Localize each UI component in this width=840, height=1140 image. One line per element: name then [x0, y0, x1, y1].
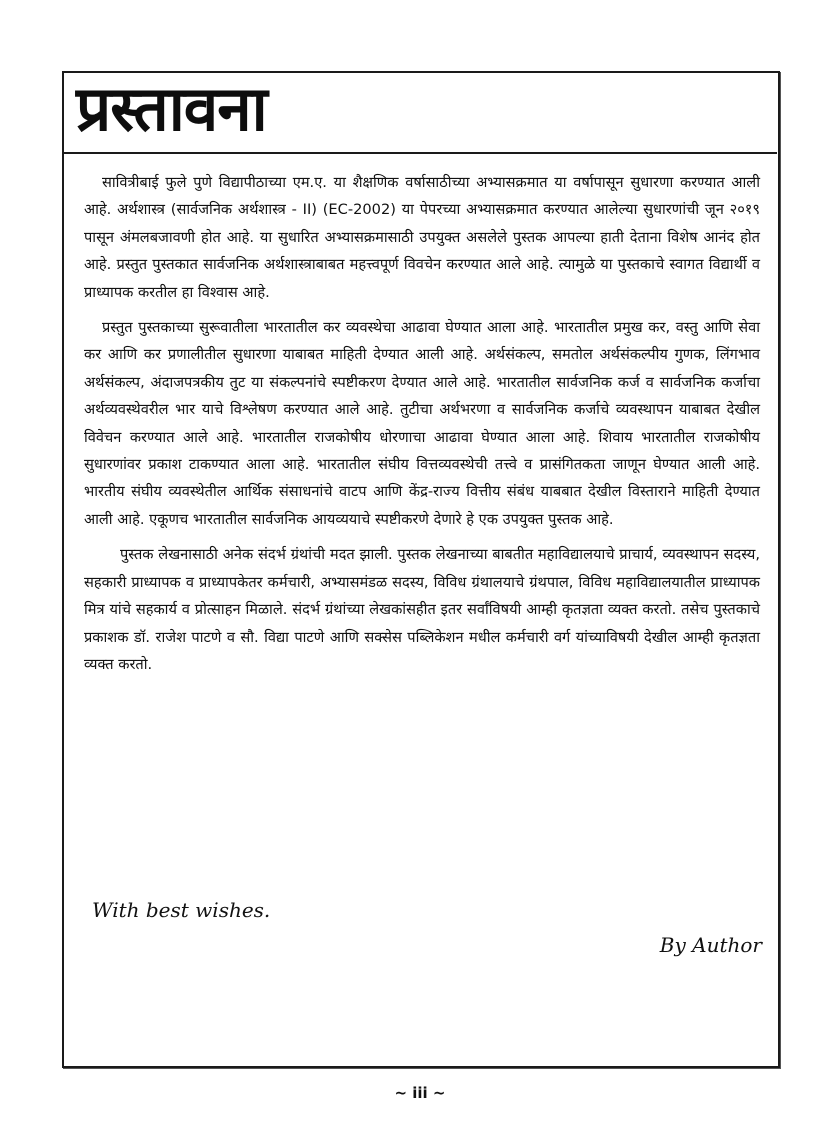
page-border-frame	[62, 71, 780, 1068]
author-signature: By Author	[659, 933, 762, 957]
closing-wishes: With best wishes.	[92, 898, 271, 922]
paragraph-acknowledgements: पुस्तक लेखनासाठी अनेक संदर्भ ग्रंथांची मदत झाली. पुस्तक लेखनाच्या बाबतीत महाविद्यालयाचे प्राचार्य, व्यवस्थापन सदस्य, सहकारी प्राध्यापक व प्राध्यापकेतर कर्मचारी, अभ्यासमंडळ सदस्य, विविध ग्रंथालयाचे ग्रंथपाल, विविध महाविद्यालयातील प्राध्यापक मित्र यांचे सहकार्य व प्रोत्साहन मिळाले. संदर्भ ग्रंथांच्या लेखकांसहीत इतर सर्वांविषयी आम्ही कृतज्ञता व्यक्त करतो. तसेच पुस्तकाचे प्रकाशक डॉ. राजेश पाटणे व सौ. विद्या पाटणे आणि सक्सेस पब्लिकेशन मधील कर्मचारी वर्ग यांच्याविषयी देखील आम्ही कृतज्ञता व्यक्त करतो.	[84, 546, 760, 673]
title-divider	[64, 152, 777, 154]
title-section	[64, 73, 778, 153]
preface-body	[84, 169, 760, 686]
page-title: प्रस्तावना	[76, 72, 267, 145]
page-number: ~ iii ~	[394, 1084, 446, 1102]
paragraph-intro: सावित्रीबाई फुले पुणे विद्यापीठाच्या एम.ए. या शैक्षणिक वर्षासाठीच्या अभ्यासक्रमात या वर्षापासून सुधारणा करण्यात आली आहे. अर्थशास्त्र (सार्वजनिक अर्थशास्त्र - II) (EC-2002) या पेपरच्या अभ्यासक्रमात करण्यात आलेल्या सुधारणांची जून २०१९ पासून अंमलबजावणी होत आहे. या सुधारित अभ्यासक्रमासाठी उपयुक्त असलेले पुस्तक आपल्या हाती देताना विशेष आनंद होत आहे. प्रस्तुत पुस्तकात सार्वजनिक अर्थशास्त्राबाबत महत्त्वपूर्ण विवचेन करण्यात आले आहे. त्यामुळे या पुस्तकाचे स्वागत विद्यार्थी व प्राध्यापक करतील हा विश्वास आहे.	[84, 174, 760, 301]
paragraph-contents: प्रस्तुत पुस्तकाच्या सुरूवातीला भारतातील कर व्यवस्थेचा आढावा घेण्यात आला आहे. भारतातील प्रमुख कर, वस्तु आणि सेवा कर आणि कर प्रणालीतील सुधारणा याबाबत माहिती देण्यात आली आहे. अर्थसंकल्प, समतोल अर्थसंकल्पीय गुणक, लिंगभाव अर्थसंकल्प, अंदाजपत्रकीय तुट या संकल्पनांचे स्पष्टीकरण देण्यात आले आहे. भारतातील सार्वजनिक कर्ज व सार्वजनिक कर्जाचा अर्थव्यवस्थेवरील भार याचे विश्लेषण करण्यात आले आहे. तुटीचा अर्थभरणा व सार्वजनिक कर्जाचे व्यवस्थापन याबाबत देखील विवेचन करण्यात आले आहे. भारतातील राजकोषीय धोरणाचा आढावा घेण्यात आला आहे. शिवाय भारतातील राजकोषीय सुधारणांवर प्रकाश टाकण्यात आला आहे. भारतातील संघीय वित्तव्यवस्थेची तत्त्वे व प्रासंगितकता जाणून घेण्यात आली आहे. भारतीय संघीय व्यवस्थेतील आर्थिक संसाधनांचे वाटप आणि केंद्र-राज्य वित्तीय संबंध याबबात देखील विस्ताराने माहिती देण्यात आली आहे. एकूणच भारतातील सार्वजनिक आयव्ययाचे स्पष्टीकरणे देणारे हे एक उपयुक्त पुस्तक आहे.	[84, 319, 760, 528]
